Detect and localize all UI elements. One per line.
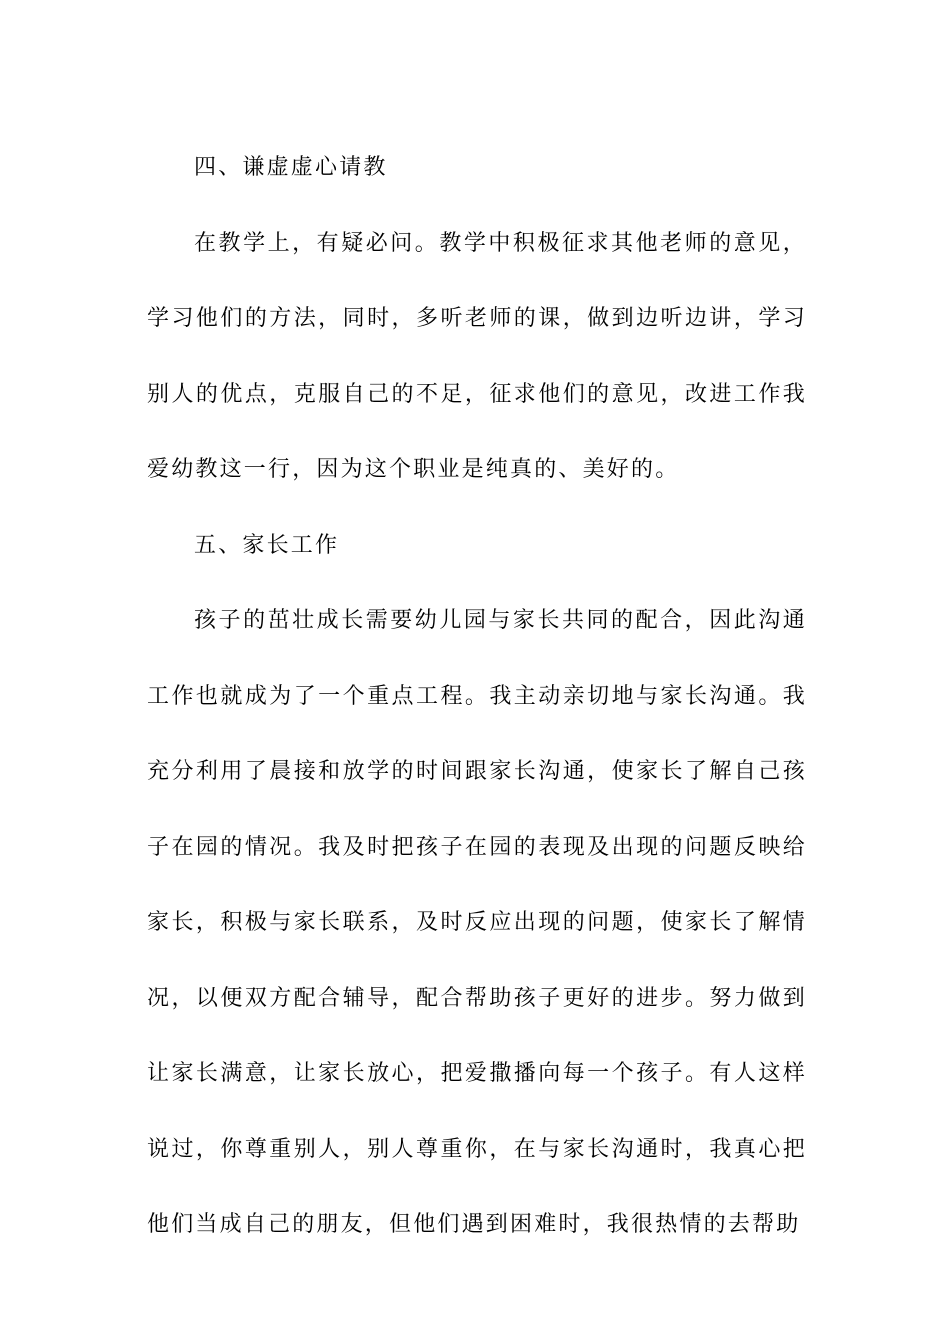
section-paragraph-humility: 在教学上，有疑必问。教学中积极征求其他老师的意见，学习他们的方法，同时，多听老师的课，做到边听边讲，学习别人的优点，克服自己的不足，征求他们的意见，改进工作我爱幼教这一行，因为这个职业是纯真的、美好的。 (147, 230, 807, 482)
section-heading-parent-work: 五、家长工作 (194, 532, 340, 558)
section-paragraph-parent-work: 孩子的茁壮成长需要幼儿园与家长共同的配合，因此沟通工作也就成为了一个重点工程。我主动亲切地与家长沟通。我充分利用了晨接和放学的时间跟家长沟通，使家长了解自己孩子在园的情况。我及时把孩子在园的表现及出现的问题反映给家长，积极与家长联系，及时反应出现的问题，使家长了解情况，以便双方配合辅导，配合帮助孩子更好的进步。努力做到让家长满意，让家长放心，把爱撒播向每一个孩子。有人这样说过，你尊重别人，别人尊重你，在与家长沟通时，我真心把他们当成自己的朋友，但他们遇到困难时，我很热情的去帮助 (147, 608, 807, 1237)
section-heading-humility: 四、谦虚虚心请教 (194, 155, 388, 180)
document-body (147, 130, 807, 1263)
